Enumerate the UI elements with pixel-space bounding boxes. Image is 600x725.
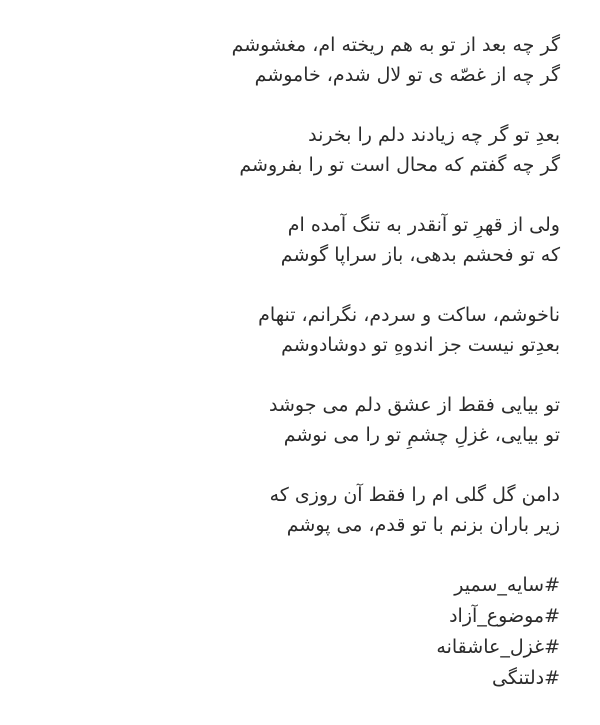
poem-line: بعدِتو نیست جز اندوهِ تو دوشادوشم — [281, 334, 560, 356]
stanza-5 — [100, 390, 560, 450]
hashtag[interactable]: #دلتنگی — [492, 667, 560, 689]
poem-line: گر چه از غصّه ی تو لال شدم، خاموشم — [254, 64, 560, 86]
stanza-4 — [100, 300, 560, 360]
poem-line: گر چه بعد از تو به هم ریخته ام، مغشوشم — [231, 34, 560, 56]
poem-line: زیر باران بزنم با تو قدم، می پوشم — [286, 514, 560, 536]
poem-line: گر چه گفتم که محال است تو را بفروشم — [239, 154, 560, 176]
poem-line: ولی از قهرِ تو آنقدر به تنگ آمده ام — [287, 214, 560, 236]
hashtag[interactable]: #سایه_سمیر — [454, 574, 560, 596]
stanza-6 — [100, 480, 560, 540]
poem-line: دامن گل گلی ام را فقط آن روزی که — [269, 484, 560, 506]
stanza-3 — [100, 210, 560, 270]
poem-body — [100, 30, 560, 694]
poem-line: تو بیایی، غزلِ چشمِ تو را می نوشم — [283, 424, 560, 446]
hashtag[interactable]: #غزل_عاشقانه — [436, 636, 560, 658]
hashtag-list — [100, 570, 560, 694]
stanza-2 — [100, 120, 560, 180]
poem-line: تو بیایی فقط از عشق دلم می جوشد — [269, 394, 560, 416]
poem-line: که تو فحشم بدهی، باز سراپا گوشم — [280, 244, 560, 266]
hashtag[interactable]: #موضوع_آزاد — [449, 605, 560, 627]
poem-line: بعدِ تو گر چه زیادند دلم را بخرند — [308, 124, 560, 146]
stanza-1 — [100, 30, 560, 90]
poem-line: ناخوشم، ساکت و سردم، نگرانم، تنهام — [258, 304, 560, 326]
